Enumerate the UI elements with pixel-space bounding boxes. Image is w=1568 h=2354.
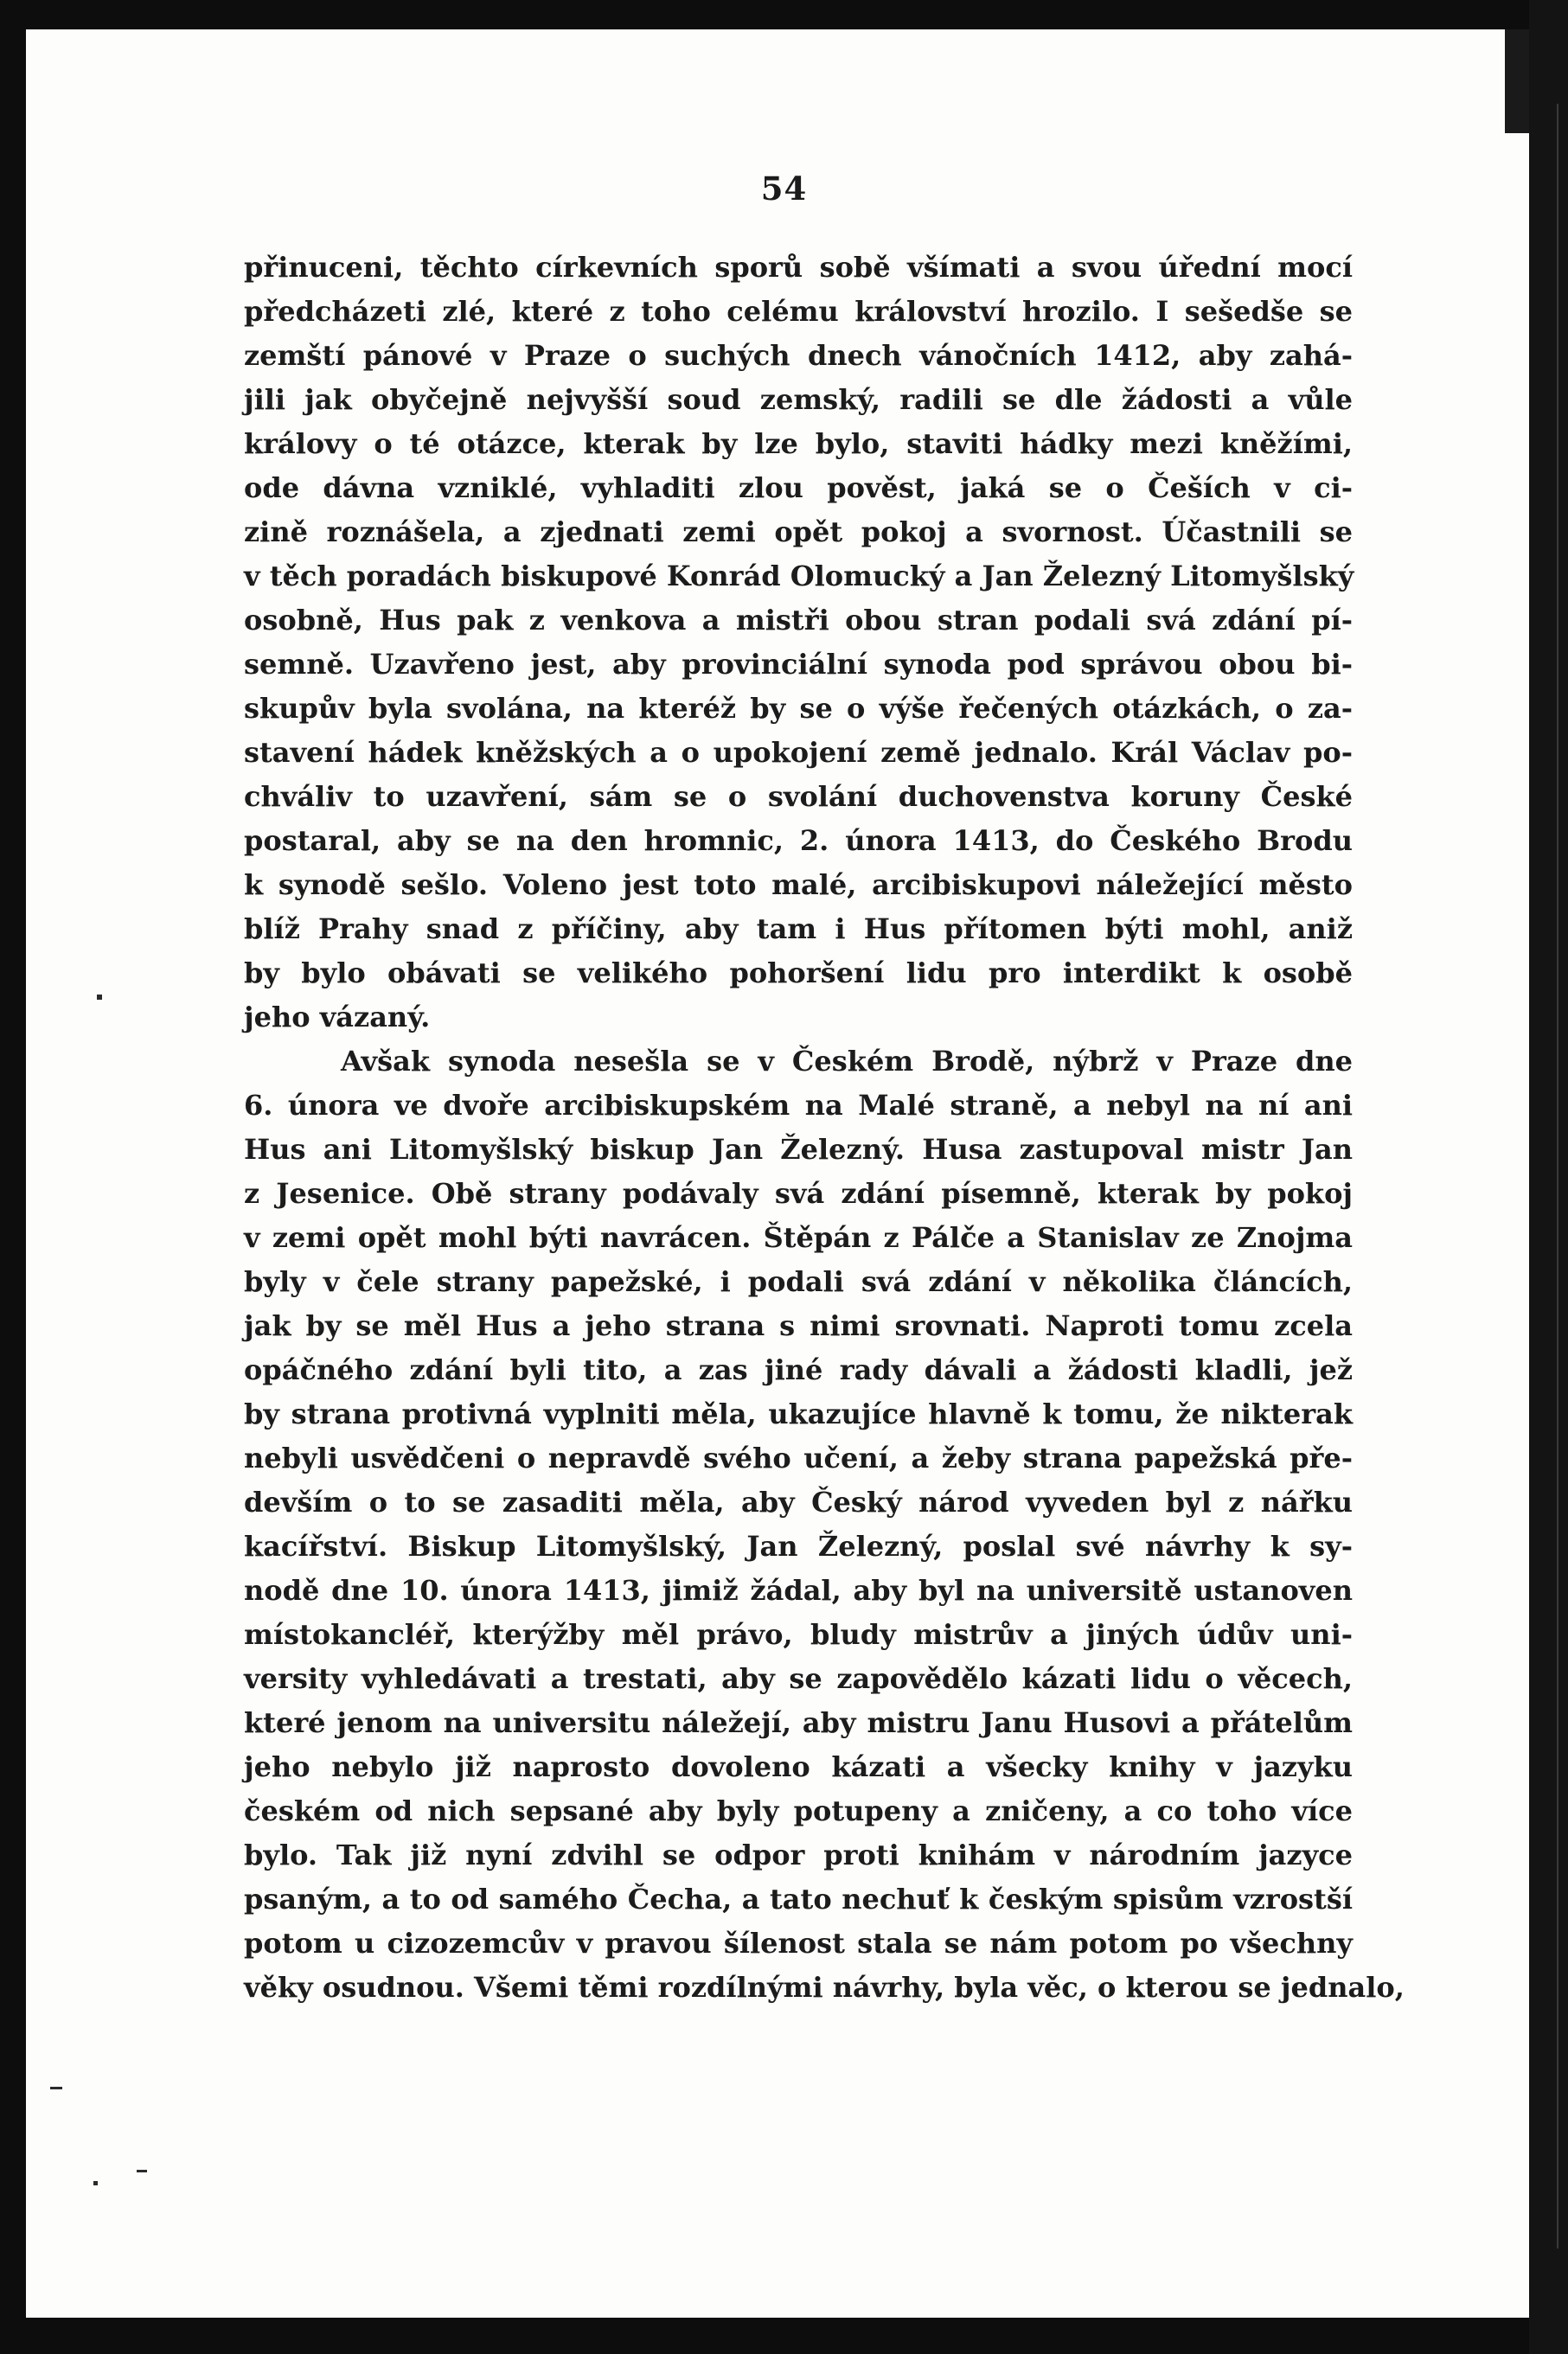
text-line: předcházeti zlé, které z toho celému království hrozilo. I sešedše se [244,295,1353,328]
text-line: blíž Prahy snad z příčiny, aby tam i Hus přítomen býti mohl, aniž [244,912,1353,945]
text-line: místokancléř, kterýžby měl právo, bludy mistrův a jiných údův uni- [244,1618,1353,1651]
scan-border-line [1557,104,1558,2248]
text-line: potom u cizozemcův v pravou šílenost stala se nám potom po všechny [244,1927,1353,1960]
text-line: českém od nich sepsané aby byly potupeny a zničeny, a co toho více [244,1794,1353,1827]
paragraph-start-line: Avšak synoda nesešla se v Českém Brodě, nýbrž v Praze dne [341,1045,1353,1078]
text-line: královy o té otázce, kterak by lze bylo, staviti hádky mezi kněžími, [244,427,1353,460]
text-line: ode dávna vzniklé, vyhladiti zlou pověst, jaká se o Češích v ci- [244,471,1353,504]
text-line: které jenom na universitu náležejí, aby mistru Janu Husovi a přátelům [244,1706,1353,1739]
text-line: osobně, Hus pak z venkova a mistři obou stran podali svá zdání pí- [244,604,1353,636]
text-line: věky osudnou. Všemi těmi rozdílnými návrhy, byla věc, o kterou se jednalo, [244,1971,1405,2004]
text-line: byly v čele strany papežské, i podali svá zdání v několika článcích, [244,1265,1353,1298]
text-line: semně. Uzavřeno jest, aby provinciální synoda pod správou obou bi- [244,648,1353,681]
page-number: 54 [760,170,808,208]
scan-speck [50,2087,62,2089]
scan-right-border [1529,0,1568,2354]
text-line: jak by se měl Hus a jeho strana s nimi srovnati. Naproti tomu zcela [244,1309,1353,1342]
scan-speck [137,2170,147,2172]
text-line: zemští pánové v Praze o suchých dnech vánočních 1412, aby zahá- [244,339,1353,372]
text-line: z Jesenice. Obě strany podávaly svá zdání písemně, kterak by pokoj [244,1177,1353,1210]
text-line: skupův byla svolána, na kteréž by se o výše řečených otázkách, o za- [244,692,1353,725]
text-line: chváliv to uzavření, sám se o svolání duchovenstva koruny České [244,780,1353,813]
text-line: versity vyhledávati a trestati, aby se zapovědělo kázati lidu o věcech, [244,1662,1353,1695]
text-line: Hus ani Litomyšlský biskup Jan Železný. Husa zastupoval mistr Jan [244,1133,1353,1166]
text-line: 6. února ve dvoře arcibiskupském na Malé straně, a nebyl na ní ani [244,1089,1353,1122]
paragraph-end-line: jeho vázaný. [244,1001,431,1033]
text-line: postaral, aby se na den hromnic, 2. února 1413, do Českého Brodu [244,824,1353,857]
scan-speck [97,995,102,1000]
text-line: stavení hádek kněžských a o upokojení země jednalo. Král Václav po- [244,736,1353,769]
text-line: by bylo obávati se velikého pohoršení lidu pro interdikt k osobě [244,956,1353,989]
text-line: zině roznášela, a zjednati zemi opět pokoj a svornost. Účastnili se [244,515,1353,548]
text-line: opáčného zdání byli tito, a zas jiné rady dávali a žádosti kladli, jež [244,1353,1353,1386]
text-line: v zemi opět mohl býti navrácen. Štěpán z Pálče a Stanislav ze Znojma [244,1221,1353,1254]
text-line: by strana protivná vyplniti měla, ukazujíce hlavně k tomu, že nikterak [244,1398,1353,1430]
scan-edge-mark [1505,29,1529,133]
text-line: psaným, a to od samého Čecha, a tato nechuť k českým spisům vzrostší [244,1883,1353,1916]
text-line: přinuceni, těchto církevních sporů sobě všímati a svou úřední mocí [244,251,1353,284]
body-text [244,246,1405,2010]
text-line: nodě dne 10. února 1413, jimiž žádal, aby byl na universitě ustanoven [244,1574,1353,1607]
text-line: k synodě sešlo. Voleno jest toto malé, arcibiskupovi náležející město [244,868,1353,901]
text-line: bylo. Tak již nyní zdvihl se odpor proti knihám v národním jazyce [244,1839,1353,1871]
scan-speck [93,2181,98,2185]
text-line: kacířství. Biskup Litomyšlský, Jan Železný, poslal své návrhy k sy- [244,1530,1353,1563]
text-line: jeho nebylo již naprosto dovoleno kázati a všecky knihy v jazyku [244,1750,1353,1783]
text-line: nebyli usvědčeni o nepravdě svého učení, a žeby strana papežská pře- [244,1442,1353,1474]
text-line: devším o to se zasaditi měla, aby Český národ vyveden byl z nářku [244,1486,1353,1519]
text-line: v těch poradách biskupové Konrád Olomucký a Jan Železný Litomyšlský [244,560,1354,592]
text-line: jili jak obyčejně nejvyšší soud zemský, radili se dle žádosti a vůle [244,383,1353,416]
